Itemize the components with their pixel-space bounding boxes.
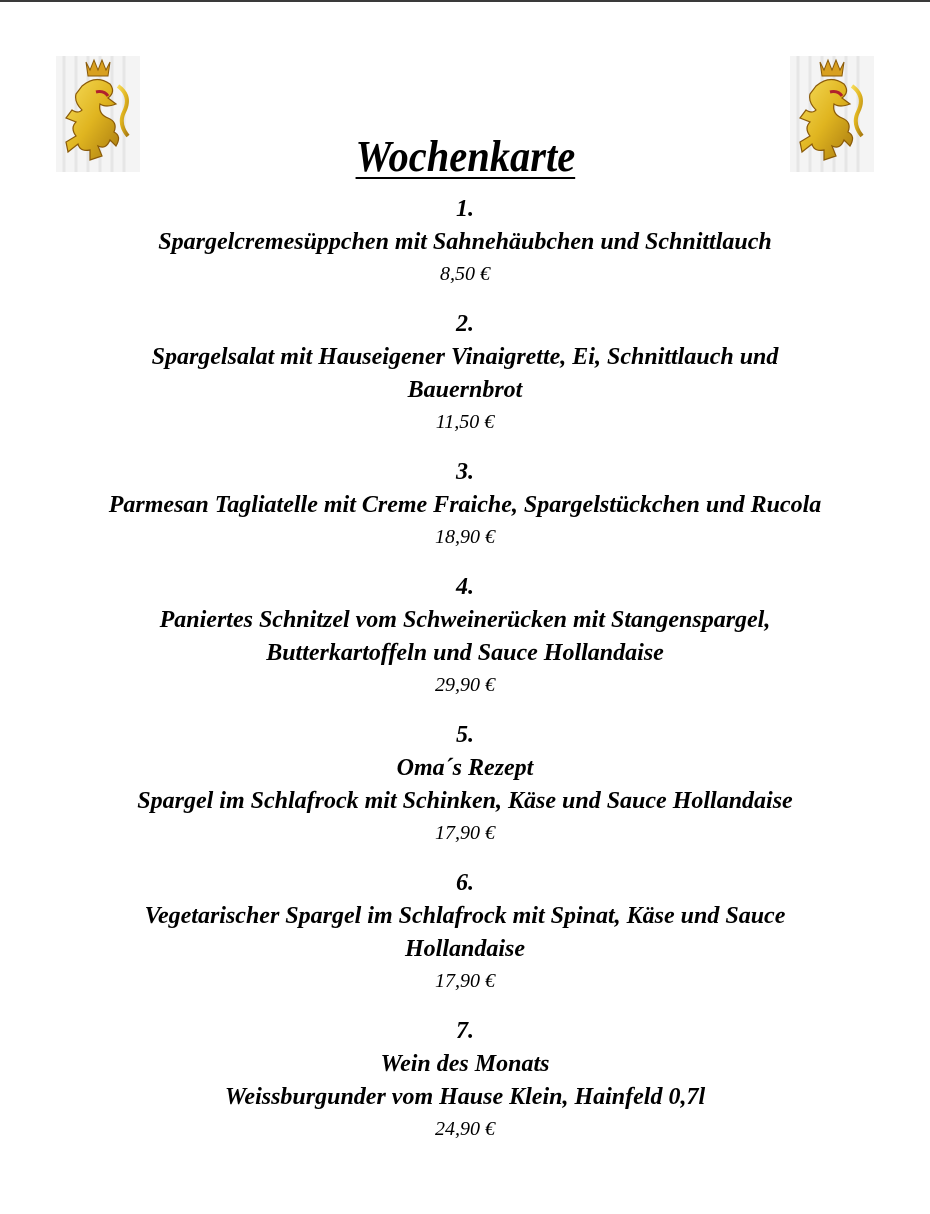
item-price: 24,90 €: [435, 1118, 495, 1140]
item-price: 11,50 €: [435, 411, 495, 433]
item-number: 6.: [456, 870, 474, 896]
item-price: 18,90 €: [435, 526, 495, 548]
item-name-line: Parmesan Tagliatelle mit Creme Fraiche, Spargelstückchen und Rucola: [108, 492, 822, 518]
item-number: 4.: [456, 574, 474, 600]
item-name-line: Spargelsalat mit Hauseigener Vinaigrette, Ei, Schnittlauch und: [151, 344, 779, 370]
item-name: [0, 341, 930, 407]
menu-title: [0, 130, 930, 184]
menu-item: [0, 571, 930, 700]
item-number: 2.: [456, 311, 474, 337]
item-name: [0, 900, 930, 966]
menu-item: [0, 867, 930, 996]
item-name-line: Spargelcremesüppchen mit Sahnehäubchen und Schnittlauch: [158, 229, 772, 255]
item-price: 17,90 €: [435, 970, 495, 992]
item-price: 29,90 €: [435, 674, 495, 696]
item-name-line: Vegetarischer Spargel im Schlafrock mit Spinat, Käse und Sauce: [144, 903, 786, 929]
item-name-line: Weissburgunder vom Hause Klein, Hainfeld 0,7l: [224, 1084, 706, 1110]
item-number: 7.: [456, 1018, 474, 1044]
item-name: [0, 752, 930, 818]
item-number: 5.: [456, 722, 474, 748]
item-name: [0, 604, 930, 670]
menu-title-text: Wochenkarte: [355, 132, 575, 181]
menu-item: [0, 1015, 930, 1144]
item-name-line: Bauernbrot: [407, 377, 523, 403]
item-number: 1.: [456, 196, 474, 222]
menu-item: [0, 308, 930, 437]
menu-list: [0, 193, 930, 1144]
item-name-line: Spargel im Schlafrock mit Schinken, Käse und Sauce Hollandaise: [137, 788, 793, 814]
item-number: 3.: [456, 459, 474, 485]
top-rule: [0, 0, 930, 2]
item-name-line: Hollandaise: [404, 936, 525, 962]
menu-item: [0, 456, 930, 552]
item-name: [0, 226, 930, 259]
item-name: [0, 1048, 930, 1114]
menu-item: [0, 719, 930, 848]
item-name-line: Paniertes Schnitzel vom Schweinerücken mit Stangenspargel,: [159, 607, 771, 633]
item-subtitle: Oma´s Rezept: [396, 755, 534, 781]
menu-item: [0, 193, 930, 289]
item-price: 8,50 €: [440, 263, 490, 285]
item-name-line: Butterkartoffeln und Sauce Hollandaise: [266, 640, 664, 666]
item-name: [0, 489, 930, 522]
item-subtitle: Wein des Monats: [380, 1051, 550, 1077]
item-price: 17,90 €: [435, 822, 495, 844]
